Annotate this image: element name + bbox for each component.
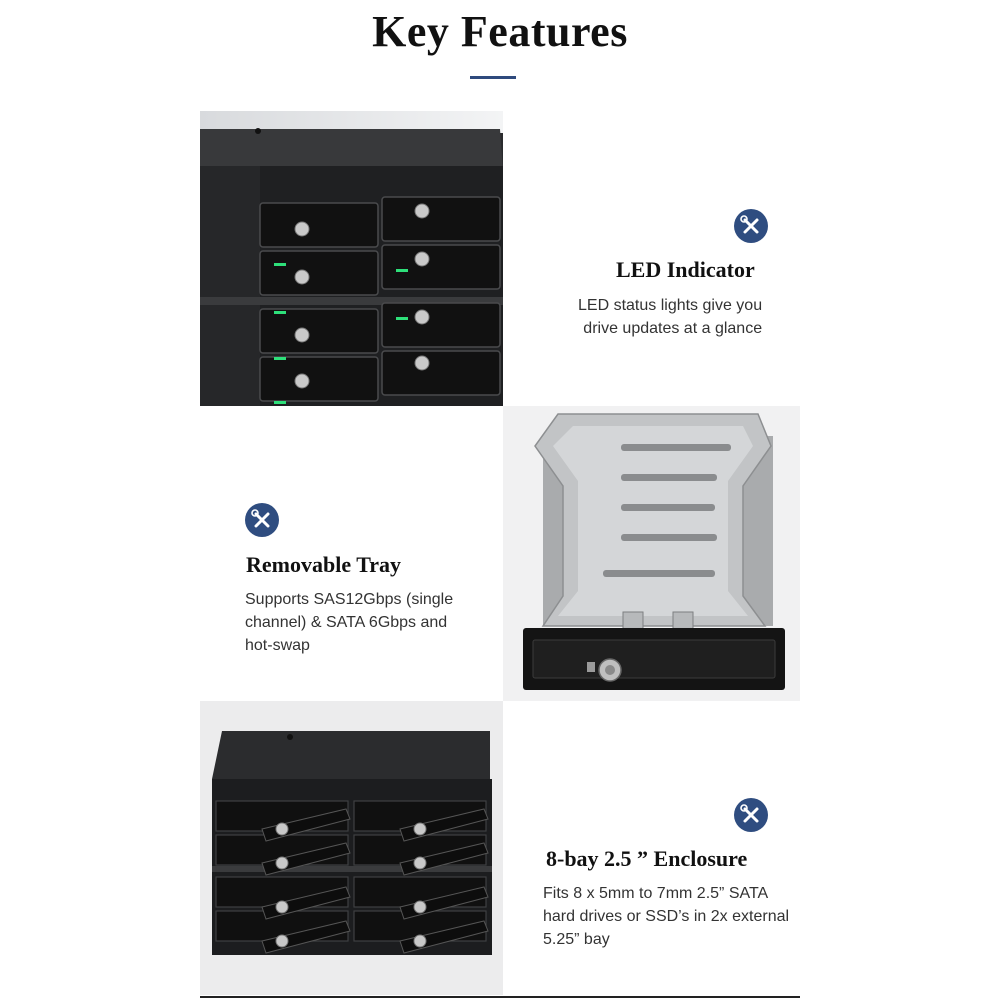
product-photo-removable-tray	[503, 406, 800, 701]
feature-description-line: Supports SAS12Gbps (single	[245, 591, 454, 608]
feature-title: Removable Tray	[246, 552, 401, 577]
tools-icon	[734, 209, 768, 243]
bottom-divider	[200, 996, 800, 998]
title-underline	[470, 76, 516, 79]
feature-description-line: Fits 8 x 5mm to 7mm 2.5” SATA	[543, 885, 769, 902]
feature-title: 8-bay 2.5 ” Enclosure	[546, 846, 748, 871]
feature-description-line: hard drives or SSD’s in 2x external	[543, 908, 790, 925]
feature-description-line: hot-swap	[245, 637, 310, 654]
feature-description-line: channel) & SATA 6Gbps and	[245, 614, 448, 631]
feature-description	[245, 588, 453, 657]
feature-description-line: drive updates at a glance	[583, 320, 763, 337]
feature-description	[578, 294, 762, 340]
page-title: Key Features	[372, 7, 628, 56]
feature-title: LED Indicator	[616, 257, 755, 282]
product-photo-8bay-enclosure	[200, 701, 503, 995]
feature-description	[543, 882, 789, 951]
product-photo-led-front	[200, 111, 503, 406]
tools-icon	[734, 798, 768, 832]
tools-icon	[245, 503, 279, 537]
feature-description-line: LED status lights give you	[578, 297, 763, 314]
feature-description-line: 5.25” bay	[543, 931, 610, 948]
